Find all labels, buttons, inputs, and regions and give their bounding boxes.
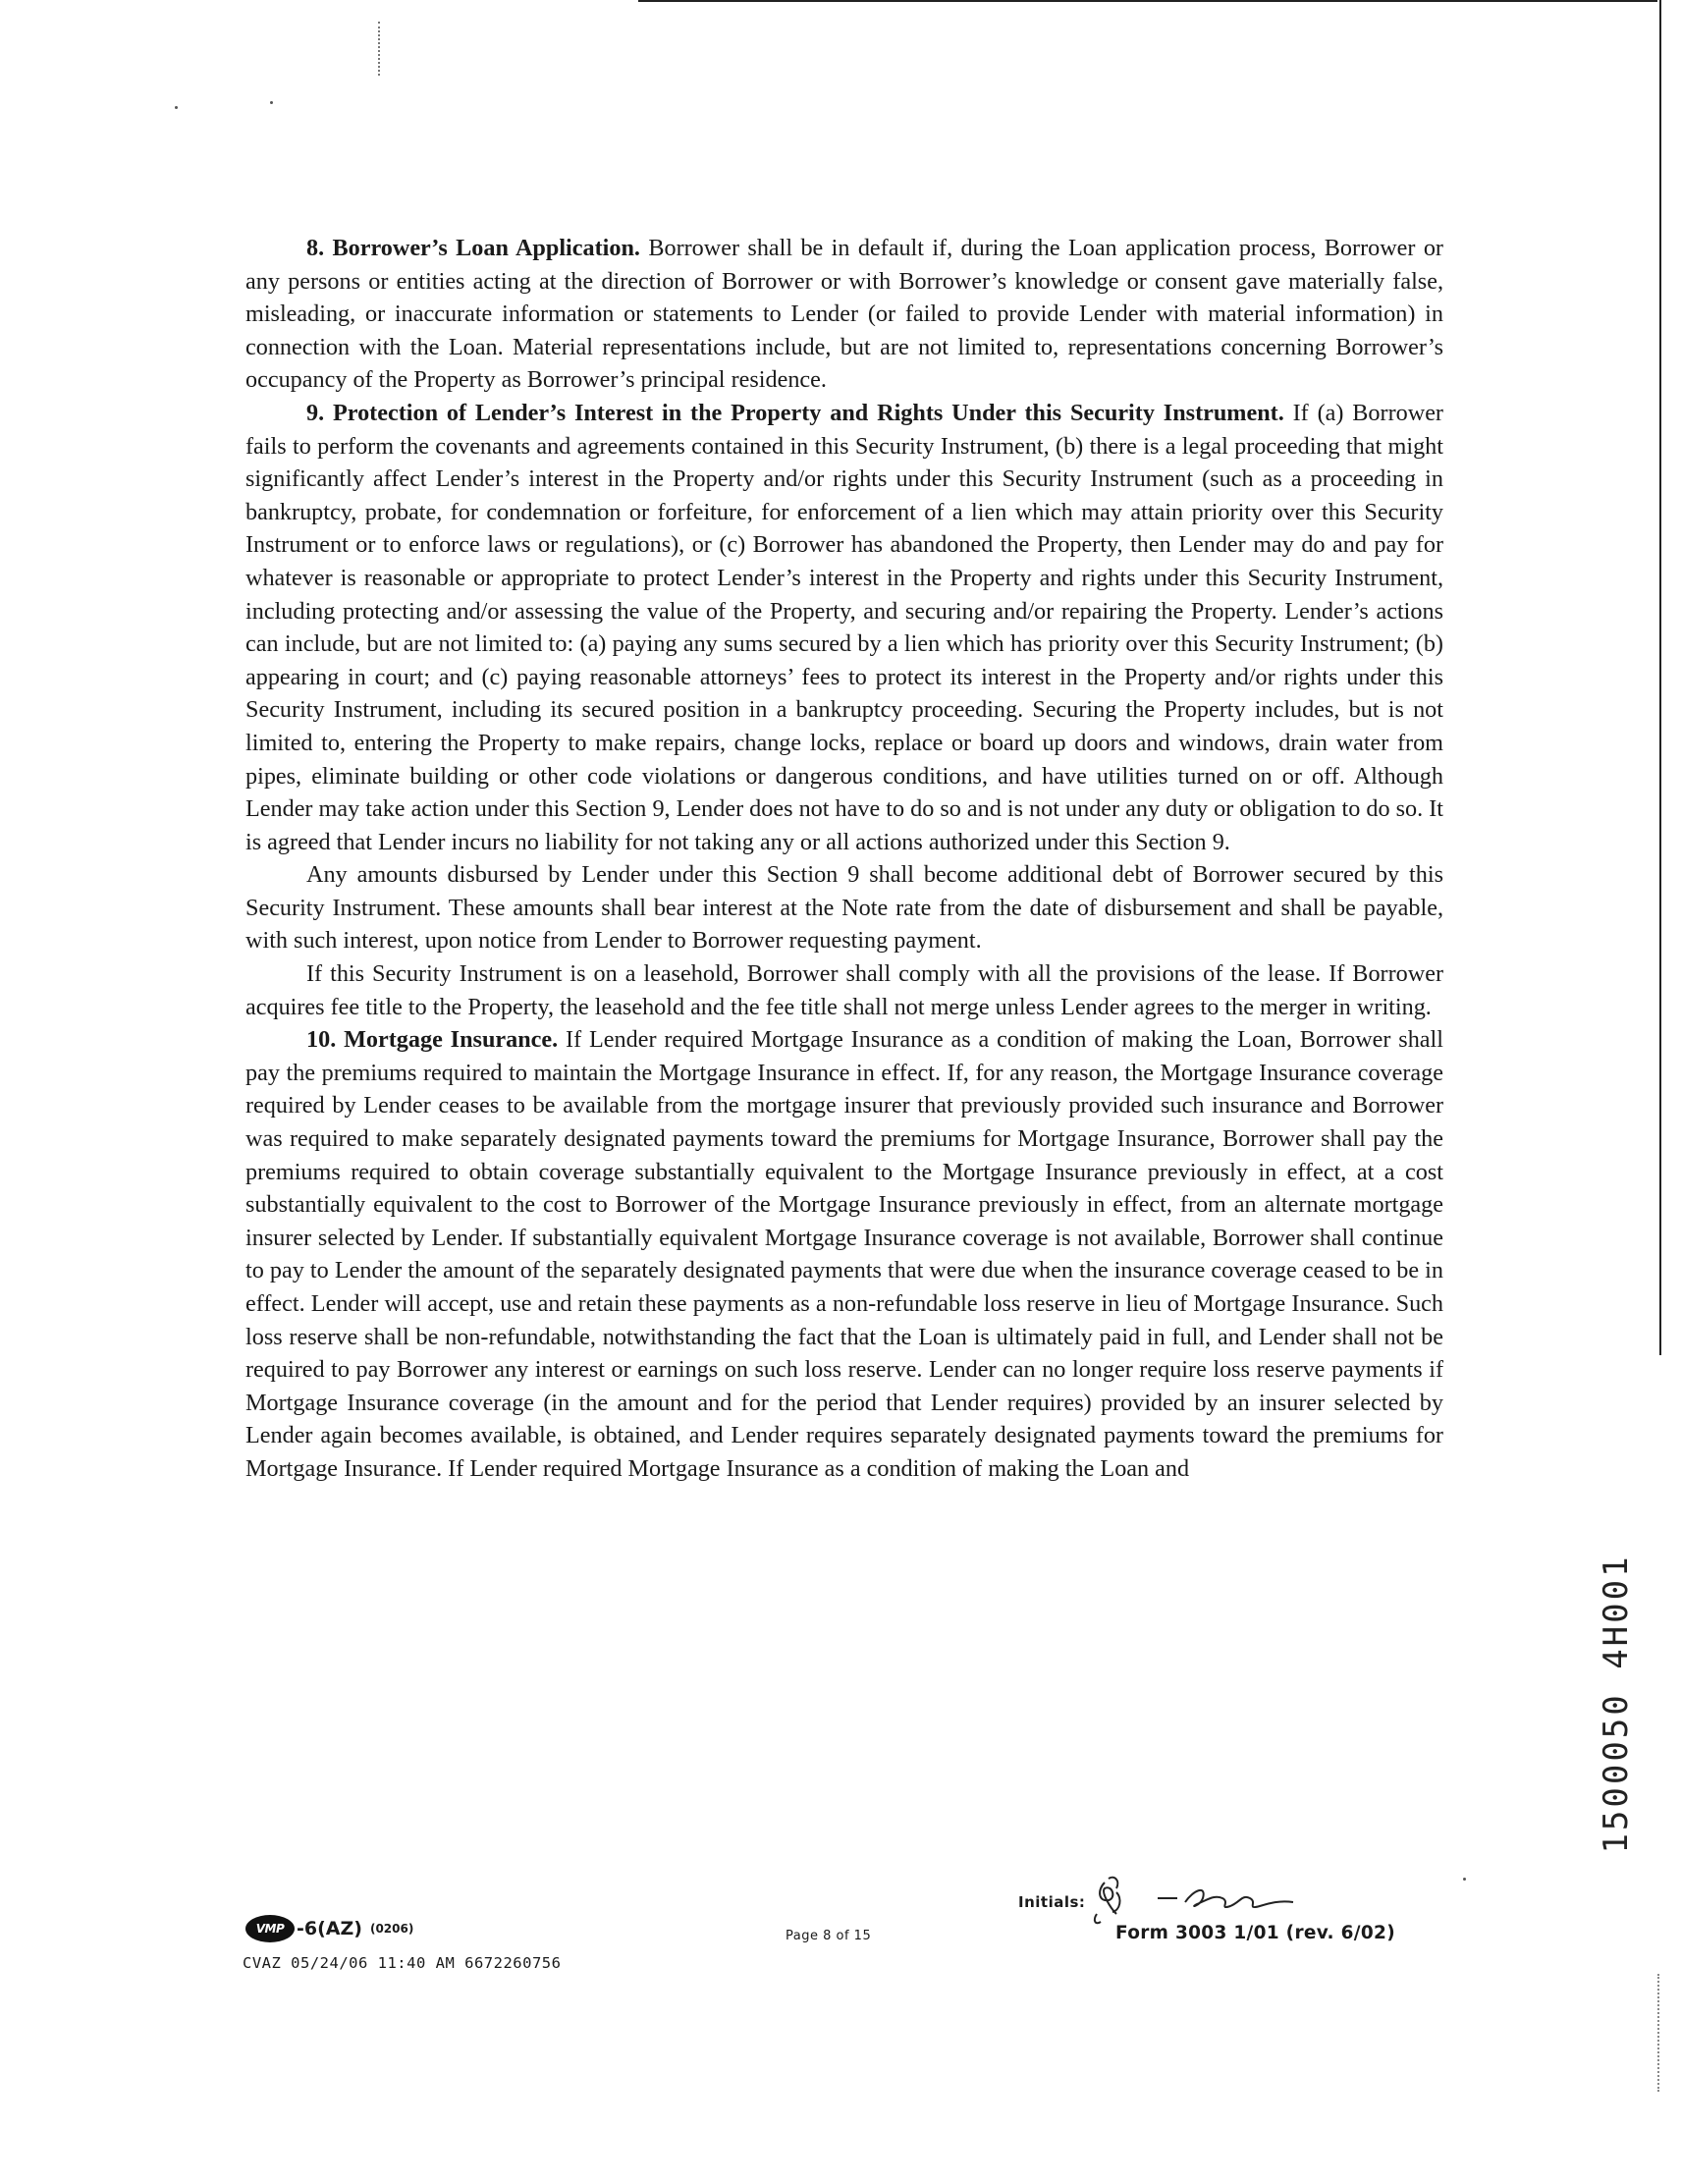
form-code: -6(AZ) [297, 1918, 362, 1939]
section-10-heading: 10. Mortgage Insurance. [306, 1026, 559, 1054]
section-8-text: Borrower shall be in default if, during the Loan application process, Borrower or any persons or entities acting at the direction of Borrower or with Borrower’s knowledge or consent gave materially false, misleading, or inaccurate information or statements to Lender (or failed to provide Lender with material information) in connection with the Loan. Material representations include, but are not limited to, representations concerning Borrower’s occupancy of the Property as Borrower’s principal residence. [245, 235, 1443, 394]
initials-label: Initials: [1018, 1893, 1086, 1911]
scan-artifact-dot [175, 106, 178, 109]
section-9-text: If (a) Borrower fails to perform the covenants and agreements contained in this Security Instrument, (b) there is a legal proceeding that might significantly affect Lender’s interest in the Property and/or rights under this Security Instrument (such as a proceeding in bankruptcy, probate, for condemnation or forfeiture, for enforcement of a lien which may attain priority over this Security Instrument or to enforce laws or regulations), or (c) Borrower has abandoned the Property, then Lender may do and pay for whatever is reasonable or appropriate to protect Lender’s interest in the Property and rights under this Security Instrument, including protecting and/or assessing the value of the Property, and securing and/or repairing the Property. Lender’s actions can include, but are not limited to: (a) paying any sums secured by a lien which has priority over this Security Instrument; (b) appearing in court; and (c) paying reasonable attorneys’ fees to protect its interest in the Property and/or rights under this Security Instrument, including its secured position in a bankruptcy proceeding. Securing the Property includes, but is not limited to, entering the Property to make repairs, change locks, replace or board up doors and windows, drain water from pipes, eliminate building or other code violations or dangerous conditions, and have utilities turned on or off. Although Lender may take action under this Section 9, Lender does not have to do so and is not under any duty or obligation to do so. It is agreed that Lender incurs no liability for not taking any or all actions authorized under this Section 9. [245, 399, 1443, 855]
section-9-heading: 9. Protection of Lender’s Interest in the Property and Rights Under this Security Instrument. [306, 399, 1284, 426]
side-document-stamp [1597, 1554, 1636, 1854]
form-number: Form 3003 1/01 (rev. 6/02) [1115, 1923, 1395, 1943]
form-date-code: (0206) [369, 1922, 414, 1936]
footer-form-id [245, 1915, 413, 1942]
section-10-paragraph [245, 1023, 1443, 1485]
document-body [245, 232, 1443, 1486]
section-9-paragraph-2: Any amounts disbursed by Lender under this Section 9 shall become additional debt of Borrower secured by this Security Instrument. These amounts shall bear interest at the Note rate from the date of disbursement and shall be payable, with such interest, upon notice from Lender to Borrower requesting payment. [245, 861, 1443, 955]
print-stamp: CVAZ 05/24/06 11:40 AM 6672260756 [243, 1954, 562, 1972]
vmp-logo-icon: VMP [245, 1915, 295, 1942]
section-8-heading: 8. Borrower’s Loan Application. [306, 235, 640, 261]
scan-artifact-mark [1657, 1974, 1661, 2092]
right-border-line [1659, 0, 1661, 1355]
top-border-line [638, 0, 1657, 2]
section-10-text: If Lender required Mortgage Insurance as a condition of making the Loan, Borrower shall pay the premiums required to maintain the Mortgage Insurance in effect. If, for any reason, the Mortgage Insurance coverage required by Lender ceases to be available from the mortgage insurer that previously provided such insurance and Borrower was required to make separately designated payments toward the premiums for Mortgage Insurance, Borrower shall pay the premiums required to obtain coverage substantially equivalent to the Mortgage Insurance previously in effect, at a cost substantially equivalent to the cost to Borrower of the Mortgage Insurance previously in effect, from an alternate mortgage insurer selected by Lender. If substantially equivalent Mortgage Insurance coverage is not available, Borrower shall continue to pay to Lender the amount of the separately designated payments that were due when the insurance coverage ceased to be in effect. Lender will accept, use and retain these payments as a non-refundable loss reserve in lieu of Mortgage Insurance. Such loss reserve shall be non-refundable, notwithstanding the fact that the Loan is ultimately paid in full, and Lender shall not be required to pay Borrower any interest or earnings on such loss reserve. Lender can no longer require loss reserve payments if Mortgage Insurance coverage (in the amount and for the period that Lender requires) provided by an insurer selected by Lender again becomes available, is obtained, and Lender requires separately designated payments toward the premiums for Mortgage Insurance. If Lender required Mortgage Insurance as a condition of making the Loan and [245, 1026, 1443, 1482]
section-9-paragraph-3: If this Security Instrument is on a leasehold, Borrower shall comply with all the provisions of the lease. If Borrower acquires fee title to the Property, the leasehold and the fee title shall not merge unless Lender agrees to the merger in writing. [245, 960, 1443, 1020]
section-9-paragraph [245, 397, 1443, 858]
scan-artifact-dot [1463, 1878, 1466, 1881]
side-stamp-number: 1500050 4H001 [1597, 1554, 1636, 1854]
scan-artifact-mark [378, 22, 382, 76]
scan-artifact-dot [270, 101, 273, 104]
section-8-paragraph [245, 232, 1443, 397]
page-number: Page 8 of 15 [786, 1929, 872, 1943]
